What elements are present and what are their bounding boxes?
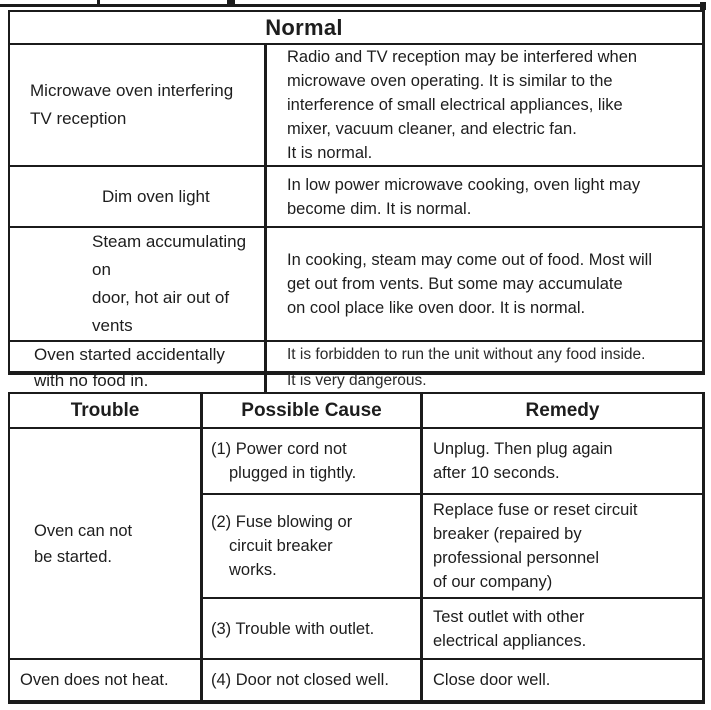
cause-line: circuit breaker [229, 537, 333, 555]
remedy-cell [420, 597, 702, 658]
header-possible-cause [200, 394, 420, 429]
remedy-line: Close door well. [433, 671, 551, 689]
normal-table [8, 10, 705, 390]
remedy-line: breaker (repaired by [433, 525, 582, 543]
phenomenon-line: Dim oven light [102, 186, 210, 206]
cause-line: (3) Trouble with outlet. [211, 619, 375, 638]
normal-table-title-text: Normal [265, 14, 343, 40]
remedy-line: Replace fuse or reset circuit [433, 501, 638, 519]
cause-line: (1) Power cord not [211, 440, 347, 458]
explanation-line: microwave oven operating. It is similar to the [287, 72, 613, 90]
cause-cell [200, 429, 420, 493]
phenomenon-line: Steam accumulating on [92, 232, 247, 279]
trouble-table [8, 392, 705, 704]
trouble-cell [10, 658, 200, 700]
cause-line: (2) Fuse blowing or [211, 513, 353, 531]
remedy-line: after 10 seconds. [433, 464, 560, 482]
explanation-line: In low power microwave cooking, oven light may [287, 175, 641, 194]
explanation-line: on cool place like oven door. It is normal. [287, 299, 586, 317]
trouble-line: be started. [34, 547, 112, 566]
explanation-line: It is forbidden to run the unit without any food inside. [287, 346, 646, 363]
phenomenon-line: TV reception [30, 109, 127, 128]
remedy-cell [420, 493, 702, 597]
cause-line: plugged in tightly. [229, 464, 357, 482]
explanation-line: It is normal. [287, 144, 373, 162]
explanation-line: get out from vents. But some may accumulate [287, 275, 623, 293]
cause-line: (4) Door not closed well. [211, 671, 389, 689]
explanation-line: It is very dangerous. [287, 372, 427, 389]
phenomenon-line: with no food in. [34, 371, 149, 390]
cause-line: works. [229, 561, 277, 579]
remedy-line: of our company) [433, 573, 553, 591]
explanation-cell [264, 167, 702, 226]
header-trouble-text: Trouble [70, 399, 140, 421]
explanation-line: interference of small electrical appliances, like [287, 96, 623, 114]
remedy-cell [420, 658, 702, 700]
trouble-line: Oven does not heat. [20, 671, 169, 689]
cause-cell [200, 597, 420, 658]
phenomenon-cell [10, 45, 264, 165]
explanation-cell [264, 45, 702, 165]
cause-cell [200, 658, 420, 700]
header-trouble [10, 394, 200, 429]
explanation-line: Radio and TV reception may be interfered when [287, 48, 638, 66]
table-row [10, 45, 702, 167]
table-row [10, 167, 702, 228]
cropped-text-fragment [227, 0, 235, 4]
explanation-cell [264, 228, 702, 340]
header-remedy-text: Remedy [525, 399, 600, 421]
normal-table-title [10, 12, 702, 45]
explanation-line: become dim. It is normal. [287, 199, 472, 218]
remedy-cell [420, 429, 702, 493]
cropped-corner-fragment [700, 2, 706, 10]
trouble-line: Oven can not [34, 521, 133, 540]
cause-cell [200, 493, 420, 597]
header-remedy [420, 394, 702, 429]
cropped-rule-fragment [0, 4, 706, 7]
phenomenon-cell [10, 228, 264, 340]
remedy-line: Unplug. Then plug again [433, 440, 613, 458]
remedy-line: professional personnel [433, 549, 600, 567]
phenomenon-line: Microwave oven interfering [30, 81, 234, 100]
remedy-line: electrical appliances. [433, 631, 587, 650]
explanation-line: mixer, vacuum cleaner, and electric fan. [287, 120, 577, 138]
phenomenon-line: Oven started accidentally [34, 345, 225, 364]
phenomenon-cell [10, 167, 264, 226]
remedy-line: Test outlet with other [433, 607, 585, 626]
explanation-line: In cooking, steam may come out of food. Most will [287, 251, 652, 269]
trouble-cell-merged [10, 429, 200, 658]
cropped-vertical-line-fragment [97, 0, 100, 7]
phenomenon-line: door, hot air out of vents [92, 288, 230, 335]
header-possible-cause-text: Possible Cause [241, 399, 382, 421]
table-row [10, 228, 702, 342]
explanation-cell [264, 342, 702, 394]
table-row [10, 342, 702, 394]
phenomenon-cell [10, 342, 264, 394]
